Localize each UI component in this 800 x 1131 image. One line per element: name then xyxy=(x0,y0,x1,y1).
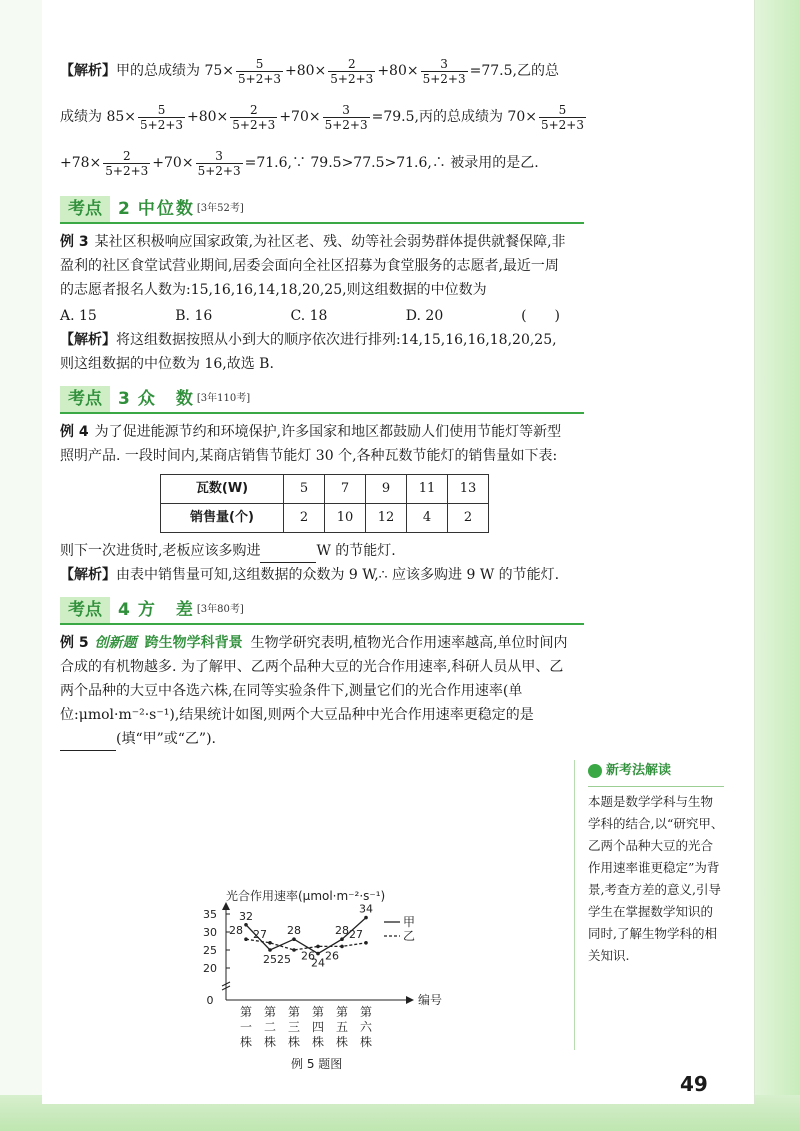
data-point xyxy=(316,952,320,956)
x-tick-label: 第四株 xyxy=(311,1005,325,1049)
x-axis-arrow xyxy=(406,996,414,1004)
data-label: 28 xyxy=(229,924,243,938)
x-tick-label: 第一株 xyxy=(239,1005,253,1049)
option-d: D. 20 xyxy=(405,308,444,324)
data-point xyxy=(268,941,272,945)
solution-label: 【解析】 xyxy=(60,332,116,348)
table-header-sales: 销售量(个) xyxy=(161,504,284,533)
kaodian-number: 4 xyxy=(118,600,130,620)
table-cell: 4 xyxy=(407,504,448,533)
sidebar-note xyxy=(588,760,724,967)
kaodian-frequency: [3年110考] xyxy=(196,393,251,404)
y-tick-label: 35 xyxy=(203,908,217,921)
example-label: 例 4 xyxy=(60,424,89,440)
table-cell: 11 xyxy=(407,475,448,504)
text: +78× xyxy=(60,155,102,171)
text: =71.6,∵ 79.5>77.5>71.6,∴ 被录用的是乙. xyxy=(244,155,539,171)
answer-blank xyxy=(60,736,116,751)
fraction: $\frac{5}{5+2+3}$ xyxy=(140,102,184,132)
text: +80× xyxy=(187,109,229,125)
question-text: W 的节能灯. xyxy=(316,543,396,559)
data-label: 26 xyxy=(325,949,339,963)
table-cell: 2 xyxy=(284,504,325,533)
chart-title: 光合作用速率(μmol·m⁻²·s⁻¹) xyxy=(226,889,386,903)
sidebar-divider xyxy=(574,760,575,1050)
text: +70× xyxy=(152,155,194,171)
data-point xyxy=(244,937,248,941)
data-point xyxy=(244,923,248,927)
table-cell: 2 xyxy=(448,504,489,533)
section-header-variance xyxy=(60,595,570,625)
data-label: 34 xyxy=(359,902,373,916)
sales-table-wrap xyxy=(160,474,570,533)
data-label: 25 xyxy=(277,953,291,966)
table-cell: 10 xyxy=(325,504,366,533)
kaodian-tag: 考点 xyxy=(60,386,110,412)
legend-label: 乙 xyxy=(403,929,416,943)
x-tick-label: 第五株 xyxy=(335,1005,349,1049)
fraction: $\frac{5}{5+2+3}$ xyxy=(238,56,282,86)
table-cell: 5 xyxy=(284,475,325,504)
data-label: 28 xyxy=(287,924,301,938)
kaodian-tag: 考点 xyxy=(60,196,110,222)
text: +80× xyxy=(285,63,327,79)
x-tick-label: 第六株 xyxy=(359,1005,373,1049)
data-label: 24 xyxy=(311,956,325,970)
data-point xyxy=(340,945,344,949)
text: +80× xyxy=(377,63,419,79)
answer-blank xyxy=(260,548,316,563)
text: 甲的总成绩为 75× xyxy=(116,63,234,79)
kaodian-number: 2 xyxy=(118,199,130,219)
text: =79.5,丙的总成绩为 70× xyxy=(371,109,537,125)
example-4-solution xyxy=(60,563,570,587)
option-b: B. 16 xyxy=(175,308,213,324)
table-cell: 13 xyxy=(448,475,489,504)
section-header-mode xyxy=(60,384,570,414)
option-c: C. 18 xyxy=(290,308,328,324)
data-point xyxy=(340,937,344,941)
example-text: 某社区积极响应国家政策,为社区老、残、幼等社会弱势群体提供就餐保障,非盈利的社区食堂试营业期间,居委会面向全社区招募为食堂服务的志愿者,最近一周的志愿者报名人数为:15,16,16,14,18,20,25,则这组数据的中位数为 xyxy=(60,234,566,298)
legend-label: 甲 xyxy=(403,915,416,929)
table-cell: 12 xyxy=(366,504,407,533)
fraction: $\frac{2}{5+2+3}$ xyxy=(330,56,374,86)
text: 成绩为 85× xyxy=(60,109,136,125)
x-axis-label: 编号 xyxy=(418,993,443,1007)
right-green-margin xyxy=(752,0,800,1131)
y-tick-label: 30 xyxy=(203,926,217,939)
example-3 xyxy=(60,230,570,302)
fraction: $\frac{3}{5+2+3}$ xyxy=(422,56,466,86)
table-cell: 9 xyxy=(366,475,407,504)
solution1-line1 xyxy=(60,48,570,94)
example-text: 为了促进能源节约和环境保护,许多国家和地区都鼓励人们使用节能灯等新型照明产品. 一段时间内,某商店销售节能灯 30 个,各种瓦数节能灯的销售量如下表: xyxy=(60,424,562,464)
x-tick-label: 第二株 xyxy=(263,1005,277,1049)
example-text-end: (填“甲”或“乙”). xyxy=(116,731,217,747)
fraction: $\frac{2}{5+2+3}$ xyxy=(105,148,149,178)
data-label: 27 xyxy=(349,927,363,941)
data-point xyxy=(316,945,320,949)
chart-caption: 例 5 题图 xyxy=(291,1057,343,1071)
answer-paren: ( ) xyxy=(521,308,560,324)
text: =77.5,乙的总 xyxy=(469,63,559,79)
data-point xyxy=(292,948,296,952)
solution-label: 【解析】 xyxy=(60,567,116,583)
example-label: 例 3 xyxy=(60,234,89,250)
data-label: 26 xyxy=(301,949,315,963)
data-point xyxy=(268,948,272,952)
section-header-median xyxy=(60,194,570,224)
kaodian-tag: 考点 xyxy=(60,597,110,623)
table-cell: 7 xyxy=(325,475,366,504)
text: +70× xyxy=(279,109,321,125)
example-3-options xyxy=(60,304,570,328)
kaodian-title: 中位数 xyxy=(137,199,195,219)
y-tick-label: 0 xyxy=(206,994,214,1007)
fraction: $\frac{3}{5+2+3}$ xyxy=(197,148,241,178)
example-3-solution xyxy=(60,328,570,376)
lightbulb-icon xyxy=(588,764,602,778)
table-row xyxy=(161,475,489,504)
fraction: $\frac{5}{5+2+3}$ xyxy=(540,102,584,132)
example-text: 生物学研究表明,植物光合作用速率越高,单位时间内合成的有机物越多. 为了解甲、乙两个品种大豆的光合作用速率,科研人员从甲、乙两个品种的大豆中各选六株,在同等实验条件下,测量它们的光合作用速率(单位:μmol·m⁻²·s⁻¹),结果统计如图,则两个大豆品种中光合作用速率更稳定的是 xyxy=(60,635,568,723)
innovation-tag: 创新题 xyxy=(94,635,137,651)
sidebar-text: 本题是数学学科与生物学科的结合,以“研究甲、乙两个品种大豆的光合作用速率谁更稳定”为背景,考查方差的意义,引导学生在掌握数学知识的同时,了解生物学科的相关知识. xyxy=(588,794,724,963)
data-label: 32 xyxy=(239,909,253,923)
table-header-watts: 瓦数(W) xyxy=(161,475,284,504)
table-row xyxy=(161,504,489,533)
y-axis-arrow xyxy=(222,902,230,910)
sales-table xyxy=(160,474,489,533)
data-point xyxy=(292,937,296,941)
data-label: 25 xyxy=(263,953,277,966)
example-label: 例 5 xyxy=(60,635,89,651)
example-4 xyxy=(60,420,570,468)
y-tick-label: 25 xyxy=(203,944,217,957)
photosynthesis-line-chart xyxy=(196,884,486,1072)
data-point xyxy=(364,941,368,945)
sidebar-title-rule xyxy=(588,786,724,787)
data-label: 28 xyxy=(335,924,349,938)
kaodian-title: 方 差 xyxy=(137,600,195,620)
page-number: 49 xyxy=(680,1072,708,1096)
solution1-line3 xyxy=(60,140,570,186)
solution1-line2 xyxy=(60,94,584,140)
solution-text: 由表中销售量可知,这组数据的众数为 9 W,∴ 应该多购进 9 W 的节能灯. xyxy=(116,567,560,583)
kaodian-frequency: [3年52考] xyxy=(196,203,244,214)
kaodian-title: 众 数 xyxy=(137,389,195,409)
solution1-label: 【解析】 xyxy=(60,63,116,79)
sidebar-title-text: 新考法解读 xyxy=(606,763,672,778)
data-label: 27 xyxy=(253,927,267,941)
option-a: A. 15 xyxy=(60,308,97,324)
sidebar-title xyxy=(588,760,724,782)
y-tick-label: 20 xyxy=(203,962,217,975)
kaodian-frequency: [3年80考] xyxy=(196,604,244,615)
cross-subject-tag: 跨生物学科背景 xyxy=(144,635,243,651)
example-5 xyxy=(60,631,570,751)
main-content xyxy=(60,48,584,751)
x-tick-label: 第三株 xyxy=(287,1005,301,1049)
example-4-question xyxy=(60,539,570,563)
fraction: $\frac{2}{5+2+3}$ xyxy=(232,102,276,132)
solution-text: 将这组数据按照从小到大的顺序依次进行排列:14,15,16,16,18,20,25,则这组数据的中位数为 16,故选 B. xyxy=(60,332,557,372)
kaodian-number: 3 xyxy=(118,389,130,409)
fraction: $\frac{3}{5+2+3}$ xyxy=(324,102,368,132)
question-text: 则下一次进货时,老板应该多购进 xyxy=(60,543,261,559)
data-point xyxy=(364,916,368,920)
